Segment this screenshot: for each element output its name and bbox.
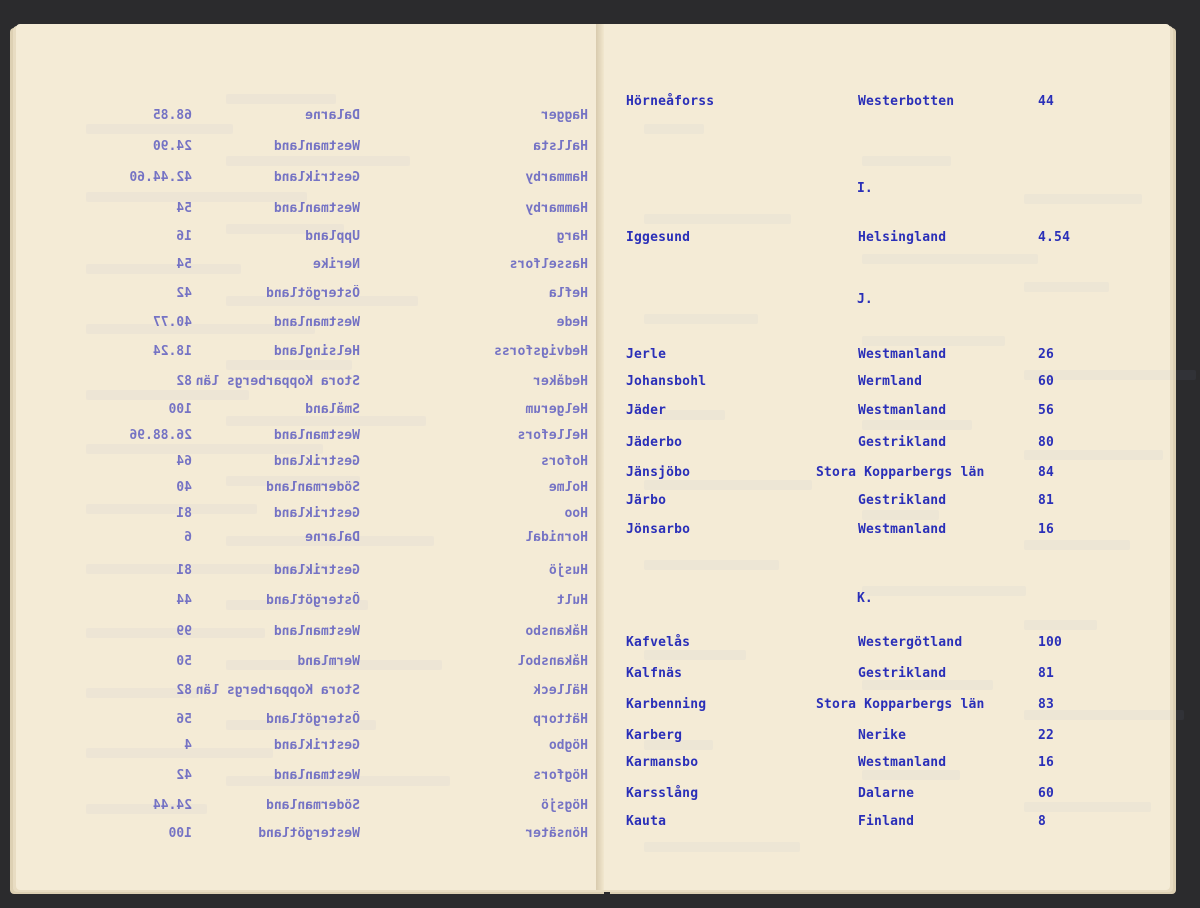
left-place: Hede: [556, 315, 588, 330]
left-code: 26.88.96: [129, 428, 192, 443]
right-ink-layer: [604, 24, 1170, 890]
right-place: Karbenning: [626, 697, 707, 712]
right-code: 83: [1038, 697, 1055, 712]
right-code: 80: [1038, 435, 1055, 450]
left-code: 54: [176, 257, 192, 272]
left-region: Westmanland: [273, 139, 360, 154]
left-mirror-layer: [16, 24, 610, 890]
left-place: Hoo: [564, 506, 588, 521]
left-place: Husjö: [548, 563, 588, 578]
right-region: Westergötland: [858, 635, 963, 650]
left-place: Harg: [556, 229, 588, 244]
left-region: Gestrikland: [273, 454, 360, 469]
right-place: Johansbohl: [626, 374, 707, 389]
left-region: Stora Kopparbergs län: [195, 683, 360, 698]
left-region: Gestrikland: [273, 563, 360, 578]
left-place: Hönsäter: [525, 826, 588, 841]
right-region: Westmanland: [858, 403, 947, 418]
left-place: Hälleck: [533, 683, 588, 698]
left-place: Hasselfors: [509, 257, 588, 272]
right-region: Helsingland: [858, 230, 947, 245]
right-region: Westmanland: [858, 522, 947, 537]
left-place: Högfors: [533, 768, 588, 783]
section-letter: J.: [857, 292, 873, 307]
left-region: Nerike: [313, 257, 360, 272]
left-region: Stora Kopparbergs län: [195, 374, 360, 389]
right-code: 16: [1038, 755, 1055, 770]
right-code: 16: [1038, 522, 1055, 537]
right-region: Stora Kopparbergs län: [816, 465, 985, 480]
right-place: Karmansbo: [626, 755, 699, 770]
right-place: Kalfnäs: [626, 666, 683, 681]
right-place: Jerle: [626, 347, 667, 362]
left-place: Hagger: [541, 108, 588, 123]
right-place: Karsslång: [626, 786, 699, 801]
left-code: 40.77: [152, 315, 192, 330]
left-region: Dalarne: [305, 108, 360, 123]
right-code: 81: [1038, 493, 1055, 508]
left-region: Dalarne: [305, 530, 360, 545]
right-place: Kafvelås: [626, 635, 691, 650]
left-code: 54: [176, 201, 192, 216]
right-page: [604, 24, 1170, 890]
left-place: Hallsta: [533, 139, 588, 154]
right-code: 44: [1038, 94, 1055, 109]
left-code: 82: [176, 683, 192, 698]
right-code: 56: [1038, 403, 1055, 418]
right-place: Jäderbo: [626, 435, 683, 450]
right-place: Jänsjöbo: [626, 465, 691, 480]
left-region: Westmanland: [273, 624, 360, 639]
left-code: 24.90: [152, 139, 192, 154]
right-place: Järbo: [626, 493, 667, 508]
left-place: Hedvigsforss: [494, 344, 588, 359]
right-code: 60: [1038, 374, 1055, 389]
right-code: 100: [1038, 635, 1063, 650]
left-code: 100: [168, 402, 192, 417]
left-place: Holme: [548, 480, 588, 495]
left-place: Hornidal: [525, 530, 588, 545]
left-code: 68.85: [152, 108, 192, 123]
right-region: Wermland: [858, 374, 923, 389]
right-region: Westerbotten: [858, 94, 955, 109]
left-code: 50: [176, 654, 192, 669]
right-region: Stora Kopparbergs län: [816, 697, 985, 712]
left-region: Södermanland: [266, 480, 360, 495]
left-place: Hammarby: [525, 170, 588, 185]
right-place: Hörneåforss: [626, 94, 715, 109]
left-code: 40: [176, 480, 192, 495]
right-region: Dalarne: [858, 786, 915, 801]
left-region: Gestrikland: [273, 170, 360, 185]
left-region: Helsingland: [273, 344, 360, 359]
right-region: Finland: [858, 814, 915, 829]
left-place: Hefla: [548, 286, 588, 301]
right-region: Gestrikland: [858, 666, 947, 681]
left-code: 42: [176, 286, 192, 301]
left-place: Hättorp: [533, 712, 588, 727]
left-page: [16, 24, 610, 890]
left-place: Hofors: [541, 454, 588, 469]
left-code: 44: [176, 593, 192, 608]
left-region: Östergötland: [266, 593, 360, 608]
left-code: 56: [176, 712, 192, 727]
section-letter: K.: [857, 591, 873, 606]
section-letter: I.: [857, 181, 873, 196]
left-region: Wermland: [297, 654, 360, 669]
left-code: 81: [176, 563, 192, 578]
right-place: Jäder: [626, 403, 667, 418]
left-region: Westmanland: [273, 201, 360, 216]
left-region: Uppland: [305, 229, 360, 244]
left-place: Håkansbol: [517, 654, 588, 669]
left-code: 18.24: [152, 344, 192, 359]
left-place: Helgerum: [525, 402, 588, 417]
right-place: Jönsarbo: [626, 522, 691, 537]
left-region: Gestrikland: [273, 738, 360, 753]
left-place: Högsjö: [541, 798, 588, 813]
right-code: 4.54: [1038, 230, 1071, 245]
left-code: 42: [176, 768, 192, 783]
left-code: 4: [184, 738, 192, 753]
right-code: 22: [1038, 728, 1055, 743]
right-region: Nerike: [858, 728, 907, 743]
right-place: Karberg: [626, 728, 683, 743]
left-region: Södermanland: [266, 798, 360, 813]
right-place: Iggesund: [626, 230, 691, 245]
right-place: Kauta: [626, 814, 667, 829]
left-code: 64: [176, 454, 192, 469]
left-place: Håkansbo: [525, 624, 588, 639]
left-code: 6: [184, 530, 192, 545]
right-region: Westmanland: [858, 755, 947, 770]
left-place: Hult: [556, 593, 588, 608]
left-code: 82: [176, 374, 192, 389]
left-code: 16: [176, 229, 192, 244]
left-region: Småland: [305, 402, 360, 417]
right-region: Westmanland: [858, 347, 947, 362]
left-region: Östergötland: [266, 286, 360, 301]
left-place: Hedåker: [533, 374, 588, 389]
left-code: 99: [176, 624, 192, 639]
left-code: 81: [176, 506, 192, 521]
left-region: Westergötland: [258, 826, 360, 841]
right-code: 26: [1038, 347, 1055, 362]
left-code: 42.44.60: [129, 170, 192, 185]
left-region: Westmanland: [273, 315, 360, 330]
left-region: Westmanland: [273, 768, 360, 783]
left-region: Östergötland: [266, 712, 360, 727]
left-place: Hammarby: [525, 201, 588, 216]
left-code: 100: [168, 826, 192, 841]
right-region: Gestrikland: [858, 435, 947, 450]
left-region: Westmanland: [273, 428, 360, 443]
right-code: 60: [1038, 786, 1055, 801]
left-place: Högbo: [548, 738, 588, 753]
right-code: 84: [1038, 465, 1055, 480]
left-place: Hellefors: [517, 428, 588, 443]
left-region: Gestrikland: [273, 506, 360, 521]
right-code: 8: [1038, 814, 1047, 829]
right-region: Gestrikland: [858, 493, 947, 508]
right-code: 81: [1038, 666, 1055, 681]
left-code: 24.44: [152, 798, 192, 813]
